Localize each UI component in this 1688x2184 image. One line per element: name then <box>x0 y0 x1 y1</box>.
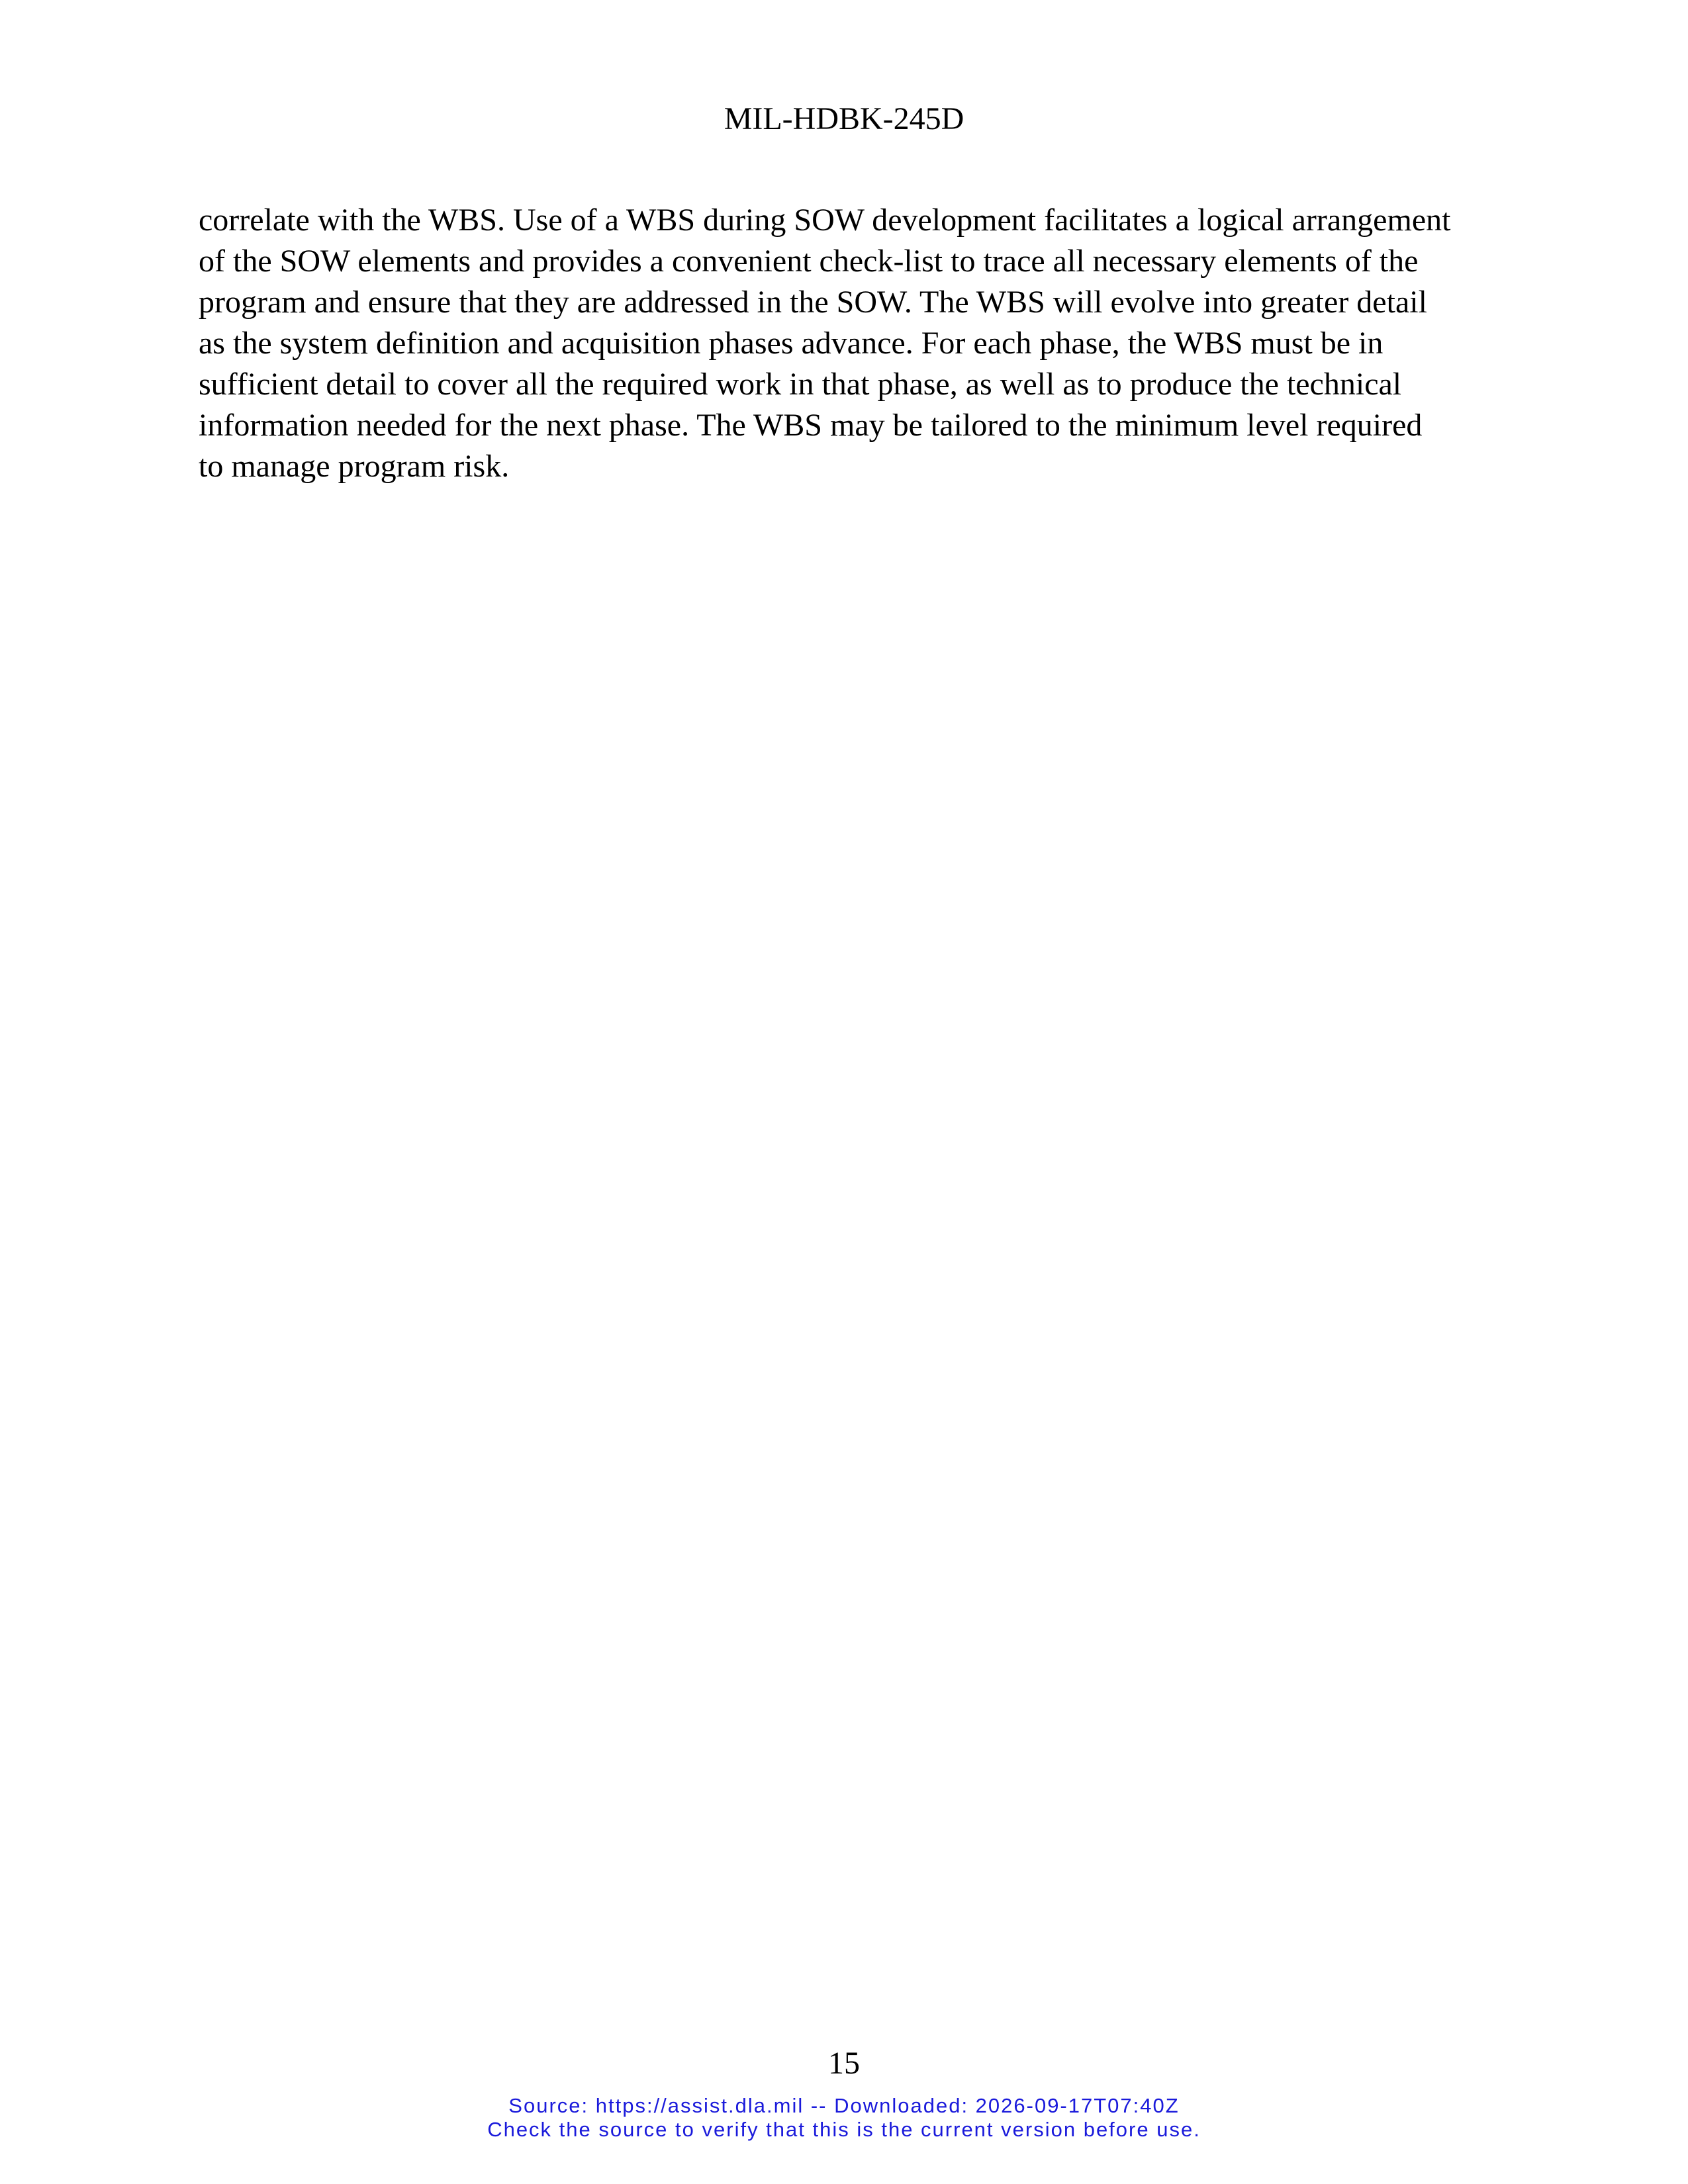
body-line: as the system definition and acquisition phases advance. For each phase, the WBS must be in <box>199 326 1383 361</box>
body-line: of the SOW elements and provides a convenient check-list to trace all necessary elements of the <box>199 244 1419 279</box>
verify-line: Check the source to verify that this is the current version before use. <box>487 2118 1201 2141</box>
body-line: information needed for the next phase. The WBS may be tailored to the minimum level required <box>199 408 1423 443</box>
body-line: program and ensure that they are addressed in the SOW. The WBS will evolve into greater detail <box>199 285 1427 320</box>
body-paragraph <box>199 200 1496 487</box>
source-note <box>0 2094 1688 2142</box>
page-number: 15 <box>828 2046 860 2081</box>
body-line: sufficient detail to cover all the required work in that phase, as well as to produce the technical <box>199 367 1402 402</box>
document-header: MIL-HDBK-245D <box>724 101 964 136</box>
source-line: Source: https://assist.dla.mil -- Downloaded: 2026-09-17T07:40Z <box>508 2094 1180 2117</box>
body-line: to manage program risk. <box>199 449 510 484</box>
body-line: correlate with the WBS. Use of a WBS during SOW development facilitates a logical arrangement <box>199 203 1451 238</box>
